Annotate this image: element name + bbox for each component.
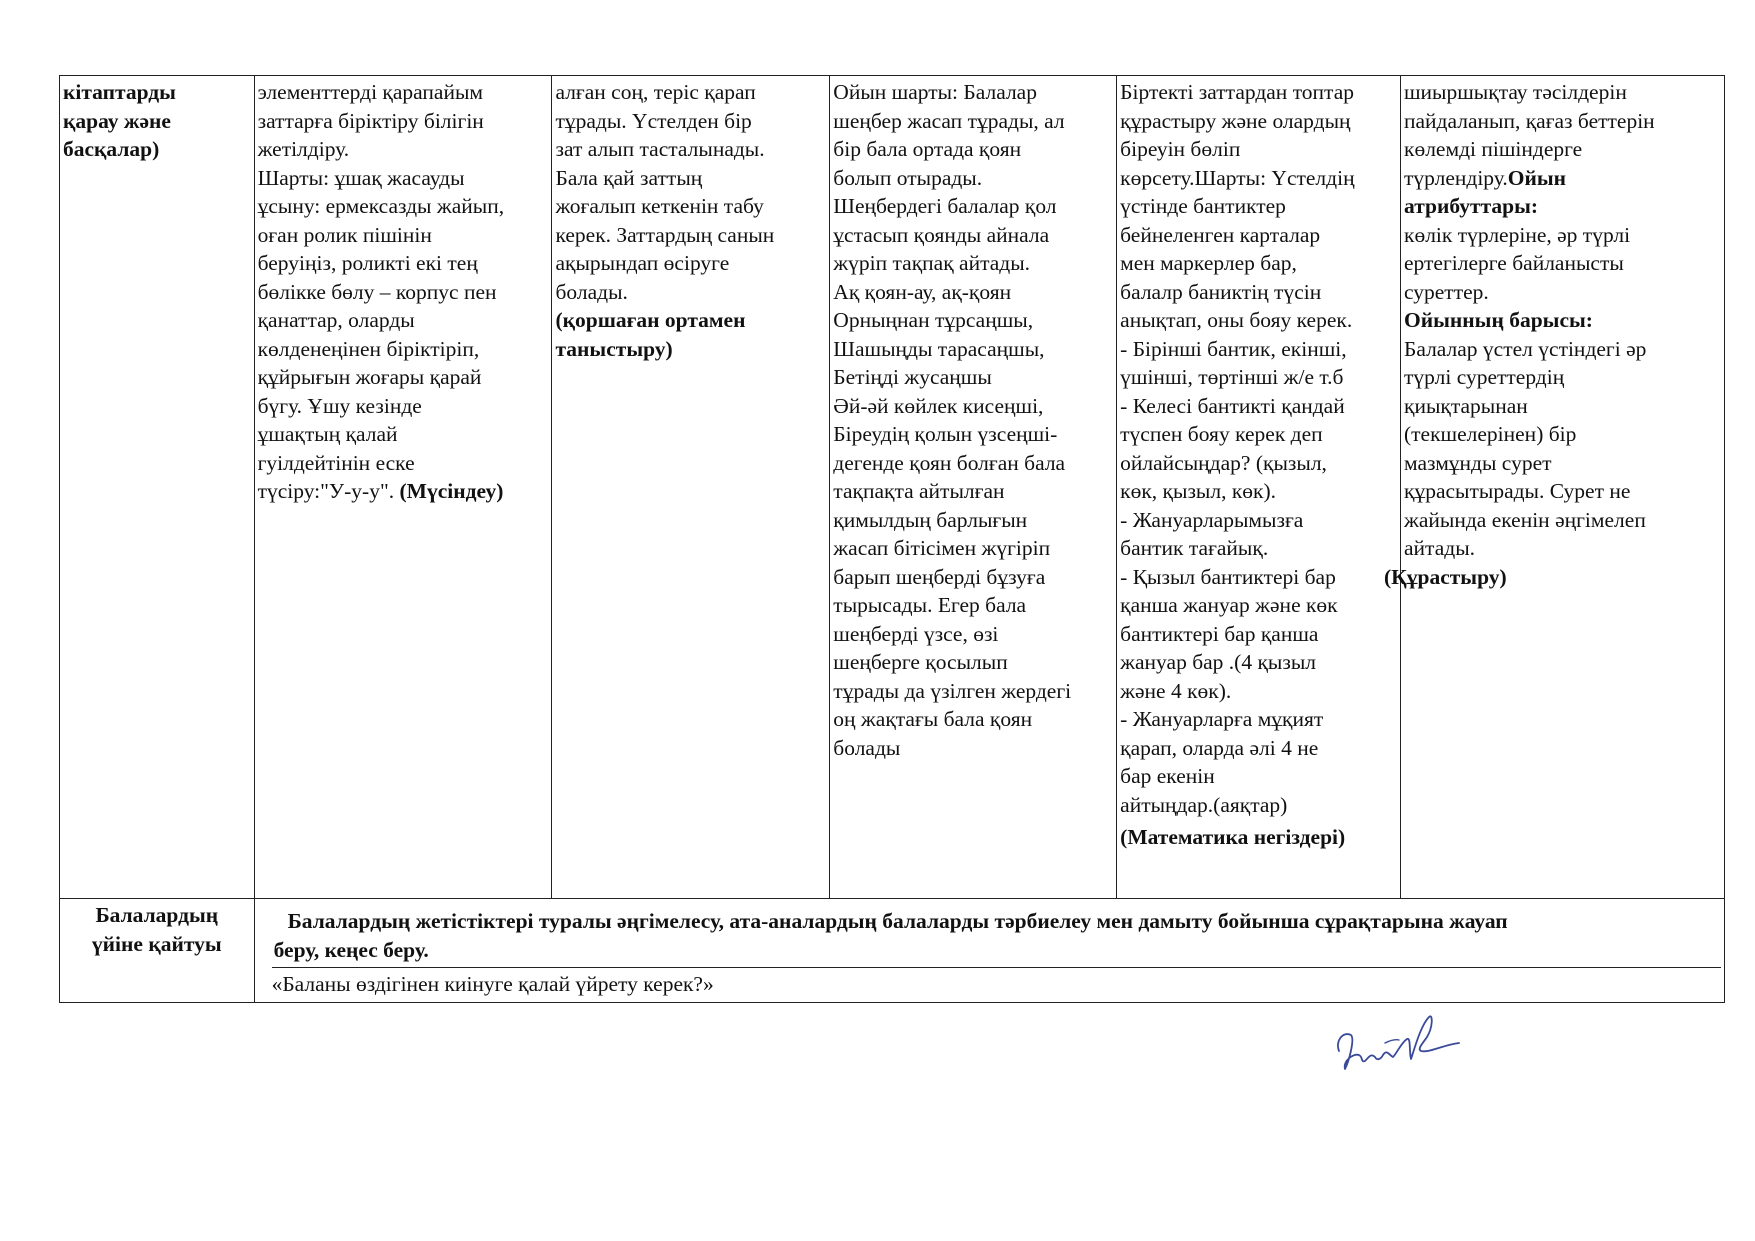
cell-text [1404, 335, 1721, 563]
text-line: элементтерді қарапайым [257, 80, 484, 104]
row-heading-cell: кітаптарды қарау және басқалар) [60, 76, 255, 899]
text-line: Біреудің қолын үзсеңші- [833, 422, 1058, 446]
text-line: анықтап, оны бояу керек. [1120, 308, 1353, 332]
text-line: құйрығын жоғары қарай [257, 365, 482, 389]
text-line: болып отырады. [833, 165, 983, 190]
text-line: жоғалып кеткенін табу [555, 194, 764, 218]
text-line: және 4 көк). [1120, 678, 1232, 703]
text-line: қарап, оларда әлі 4 не [1120, 735, 1319, 760]
text-line: жасап бітісімен жүгіріп [833, 536, 1051, 560]
sculpting-activity-cell [254, 76, 552, 899]
text-line: - Жануарларға мұқият [1120, 707, 1324, 731]
text-line: қанаттар, оларды [257, 308, 415, 332]
text-line: тұрады да үзілген жердегі [833, 678, 1072, 703]
text-line: бейнеленген карталар [1120, 222, 1321, 247]
text-line: зат алып тасталынады. [555, 137, 765, 161]
text-line: ақырындап өсіруге [555, 251, 730, 275]
text-line: тұрады. Үстелден бір [555, 108, 752, 133]
parent-talk-text: Балалардың жетістіктері туралы әңгімелесу, ата-аналардың балаларды тәрбиелеу мен дамыту бойынша сұрақтарына жауап беру, кеңес беру. [272, 901, 1721, 968]
text-line: көк, қызыл, көк). [1120, 479, 1277, 503]
text-line: жануар бар .(4 қызыл [1120, 650, 1317, 674]
subject-tag: (Құрастыру) [1384, 564, 1507, 589]
text-line: Орныңнан тұрсаңшы, [833, 308, 1034, 332]
text-line: ұстасып қоянды айнала [833, 222, 1050, 247]
text-line: жайында екенін әңгімелеп [1404, 507, 1646, 532]
text-line: алған соң, теріс қарап [555, 80, 756, 104]
text-line: - Келесі бантикті қандай [1120, 393, 1345, 418]
text-line: ұшақтың қалай [257, 422, 398, 446]
text-line: қиықтарынан [1404, 393, 1528, 418]
text-line: жетілдіру. [257, 137, 350, 161]
text-line: көлденеңінен біріктіріп, [257, 336, 480, 361]
cell-text [1120, 78, 1397, 819]
text-line: Ақ қоян-ау, ақ-қоян [833, 279, 1012, 304]
text-line: керек. Заттардың санын [555, 222, 775, 247]
subject-tag: таныстыру) [555, 336, 673, 361]
subject-tag: (қоршаған ортамен [555, 308, 746, 332]
subject-tag: (Математика негіздері) [1120, 825, 1346, 849]
text-line: гуілдейтінін еске [257, 450, 415, 475]
text-line: оң жақтағы бала қоян [833, 707, 1033, 731]
text-line: құрасытырады. Сурет не [1404, 479, 1631, 503]
row-heading-cell: Балалардың үйіне қайтуы [60, 899, 255, 1003]
text-line: Балалар үстел үстіндегі әр [1404, 336, 1647, 361]
text-line: мен маркерлер бар, [1120, 251, 1297, 275]
text-line: Шеңбердегі балалар қол [833, 194, 1057, 218]
text-line: үстінде бантиктер [1120, 194, 1286, 218]
text-line: ұсыну: ермексазды жайып, [257, 194, 505, 218]
consultation-topic: «Баланы өздігінен киінуге қалай үйрету керек?» [271, 972, 714, 996]
text-line: болады [833, 735, 901, 760]
text-line: жүріп тақпақ айтады. [833, 251, 1031, 275]
text-line: - Жануарларымызға [1120, 507, 1304, 532]
math-activity-cell [1117, 76, 1401, 899]
text-line: Бетіңді жусаңшы [833, 365, 992, 389]
text-line: біреуін бөліп [1120, 137, 1241, 161]
text-line: айтыңдар.(аяқтар) [1120, 792, 1288, 817]
text-line: үшінші, төртінші ж/е т.б [1120, 365, 1344, 389]
text-line: Әй-әй көйлек кисеңші, [833, 393, 1044, 418]
text-line: - Бірінші бантик, екінші, [1120, 336, 1347, 361]
text-line: көрсету.Шарты: Үстелдің [1120, 165, 1355, 190]
text-line: бөлікке бөлу – корпус пен [257, 279, 497, 304]
cell-text [258, 78, 549, 477]
text-line: қимылдың барлығын [833, 507, 1028, 532]
text-line: дегенде қоян болған бала [833, 450, 1066, 475]
text-line: Біртекті заттардан топтар [1120, 80, 1355, 104]
text-line: Шашыңды тарасаңшы, [833, 336, 1045, 361]
text-line: мазмұнды сурет [1404, 450, 1552, 475]
table-row [60, 76, 1725, 899]
text-line: Бала қай заттың [555, 165, 703, 190]
text-line: балалр баниктің түсін [1120, 279, 1322, 304]
text-line: (текшелерінен) бір [1404, 422, 1577, 446]
text-line: ойлайсыңдар? (қызыл, [1120, 450, 1327, 475]
environment-activity-cell [552, 76, 830, 899]
text-line: барып шеңберді бұзуға [833, 564, 1046, 589]
text-line: құрастыру және олардың [1120, 108, 1351, 133]
construction-activity-cell: шиыршықтау тәсілдерін пайдаланып, қағаз беттерін көлемді пішіндерге түрлендіру.Ойын атрибуттары: көлік түрлеріне, әр түрлі ертегілерге байланысты суреттер. Ойынның барысы: Балалар үстел үстіндегі әр түрлі суреттердің қиықтарынан (текшелерінен) бір мазмұнды сурет құрасытырады. Сурет не жайында екенін әңгімелеп айтады. (Құрастыру) [1401, 76, 1725, 899]
text-line: беруіңіз, роликті екі тең [257, 251, 478, 275]
text-line: тақпақта айтылған [833, 479, 1005, 503]
lesson-plan-table [59, 75, 1725, 1003]
cell-last-line: түсіру:"У-у-у". (Мүсіндеу) [257, 479, 504, 503]
text-line: оған ролик пішінін [257, 222, 432, 247]
text-line: түрлі суреттердің [1404, 365, 1565, 389]
text-line: Ойын шарты: Балалар [833, 80, 1037, 104]
text-line: заттарға біріктіру білігін [257, 108, 484, 133]
text-line: бүгу. Ұшу кезінде [257, 393, 422, 418]
text-line: бар екенін [1120, 764, 1215, 788]
text-line: қанша жануар және көк [1120, 593, 1338, 617]
cell-text [833, 78, 1113, 762]
text-line: шеңберді үзсе, өзі [833, 621, 999, 646]
text-line: айтады. [1404, 536, 1476, 560]
cell-text [555, 78, 826, 306]
text-line: бір бала ортада қоян [833, 137, 1022, 161]
subject-tag: (Мүсіндеу) [399, 479, 504, 503]
text-line: шеңберге қосылып [833, 650, 1008, 674]
game-activity-cell [830, 76, 1117, 899]
text-line: шеңбер жасап тұрады, ал [833, 108, 1065, 133]
signature-image [1325, 1003, 1465, 1078]
going-home-cell [254, 899, 1724, 1003]
text-line: Шарты: ұшақ жасауды [257, 165, 465, 190]
text-line: тырысады. Егер бала [833, 593, 1027, 617]
text-line: бантиктері бар қанша [1120, 621, 1319, 646]
table-row [60, 899, 1725, 1003]
text-line: түспен бояу керек деп [1120, 422, 1323, 446]
text-line: - Қызыл бантиктері бар [1120, 564, 1336, 589]
text-line: болады. [555, 279, 628, 304]
text-line: бантик тағайық. [1120, 536, 1269, 560]
